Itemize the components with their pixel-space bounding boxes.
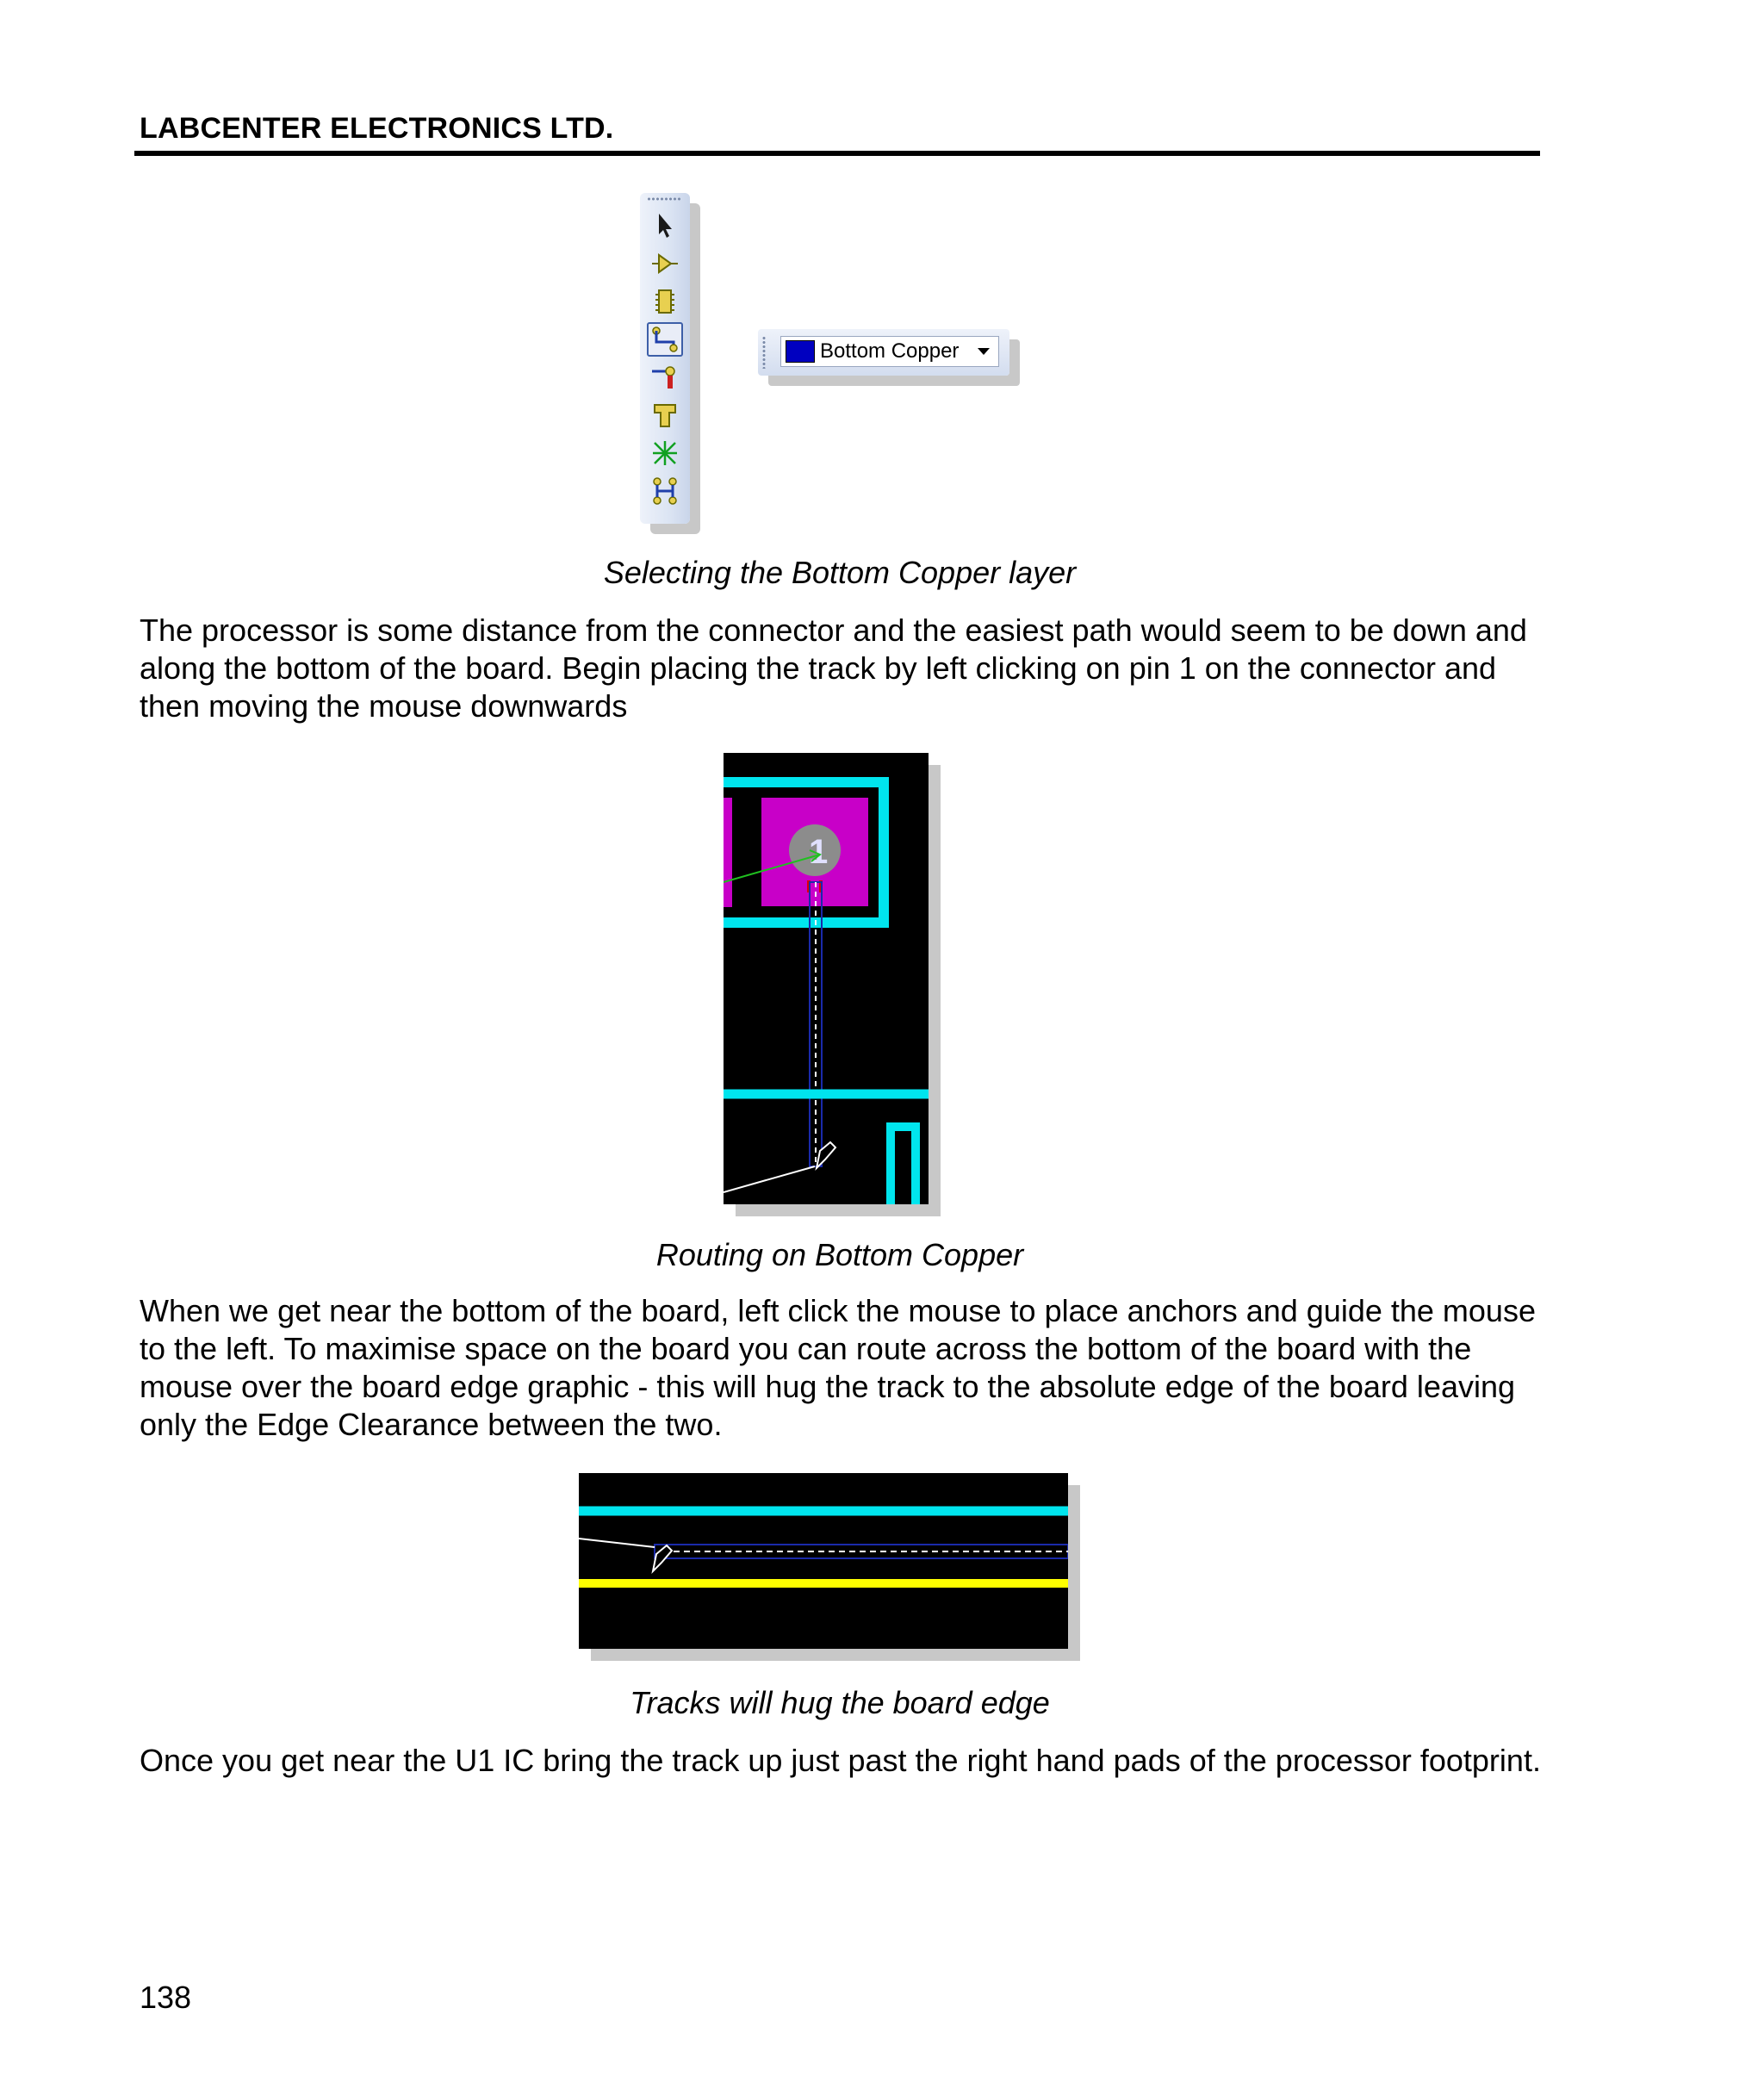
paragraph-1: The processor is some distance from the connector and the easiest path would seem to be down and along the bottom of the board. Begin placing the track by left clicking on pin 1 on the connector and then moving the mouse downwards bbox=[140, 612, 1527, 724]
pcb-routing-view bbox=[724, 753, 929, 1204]
select-arrow-icon[interactable] bbox=[647, 208, 683, 243]
routing-screenshot bbox=[724, 753, 929, 1204]
paragraph-3: Once you get near the U1 IC bring the track up just past the right hand pads of the processor footprint. bbox=[140, 1743, 1541, 1778]
running-header: LABCENTER ELECTRONICS LTD. bbox=[140, 112, 614, 145]
ratsnest-icon[interactable] bbox=[647, 436, 683, 470]
pcb-tool-toolbar bbox=[640, 193, 690, 524]
pin-number-label: 1 bbox=[809, 833, 829, 871]
connectivity-icon[interactable] bbox=[647, 474, 683, 508]
toolbar-grip[interactable] bbox=[647, 196, 681, 202]
layer-selector-toolbar bbox=[758, 329, 1009, 376]
layer-select-value: Bottom Copper bbox=[820, 339, 960, 363]
page-number: 138 bbox=[140, 1980, 192, 2015]
package-icon[interactable] bbox=[647, 284, 683, 319]
component-icon[interactable] bbox=[647, 246, 683, 281]
track-icon[interactable] bbox=[647, 322, 683, 357]
board-edge-screenshot bbox=[579, 1473, 1068, 1649]
layer-select[interactable] bbox=[780, 336, 999, 367]
figure-caption-3: Tracks will hug the board edge bbox=[630, 1685, 1050, 1720]
chevron-down-icon[interactable] bbox=[978, 348, 990, 355]
layer-color-swatch bbox=[786, 340, 815, 363]
figure-caption-2: Routing on Bottom Copper bbox=[655, 1237, 1024, 1272]
header-rule bbox=[134, 151, 1540, 156]
zone-icon[interactable] bbox=[647, 398, 683, 432]
figure-caption-1: Selecting the Bottom Copper layer bbox=[603, 555, 1077, 590]
via-icon[interactable] bbox=[647, 360, 683, 395]
pcb-edge-view bbox=[579, 1473, 1068, 1649]
paragraph-2: When we get near the bottom of the board, left click the mouse to place anchors and guide the mouse to the left. To maximise space on the board you can route across the bottom of the board with the mouse over the board edge graphic - this will hug the track to the absolute edge of the board leaving only the Edge Clearance between the two. bbox=[140, 1293, 1536, 1442]
toolbar-grip[interactable] bbox=[761, 336, 767, 369]
